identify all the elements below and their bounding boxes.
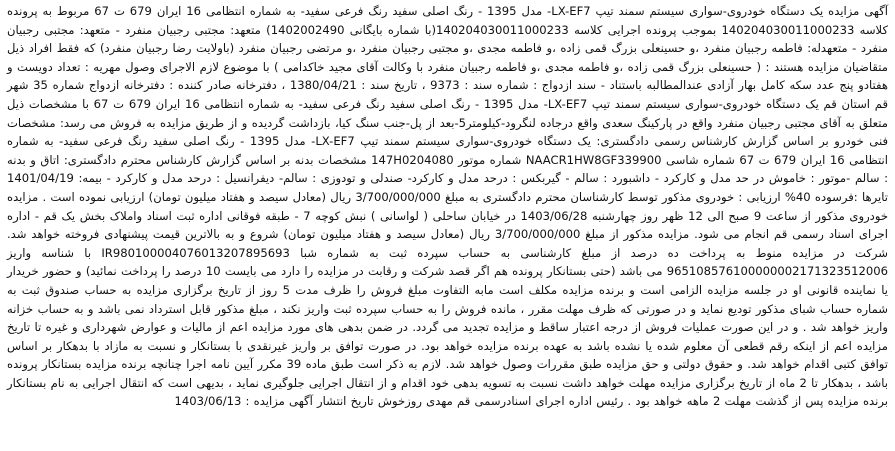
notice-body-text: آگهی مزایده یک دستگاه خودروی-سواری سیستم سمند تیپ LX-EF7- مدل 1395 - رنگ اصلی سفید رنگ فرعی سفید- به شماره انتظامی 16 ایران 679 ت 67 مربوط به پرونده کلاسه 140204030011000233 بموجب پرونده اجرایی کلاسه 140204030011000233(با شماره بایگانی 1402002490) متعهد: مجتبی رجبیان منفرد - متعهد: مجتبی رجبیان منفرد - متعهدله: فاطمه رجبیان منفرد ،و حسینعلی بزرگ قمی زاده ،و فاطمه مجدی ،و مجتبی رجبیان منفرد ،و مرتضی رجبیان منفرد (باولایت رضا رجبیان منفرد) که فقط افراد ذیل متقاضیان مزایده هستند : ( حسینعلی بزرگ قمی زاده ،و فاطمه مجدی ،و فاطمه رجبیان منفرد با وکالت آقای مجید خاکدامی ) با موضوع لازم الاجرای وصول مهریه : تعداد دویست و هفتادو پنج عدد سکه کامل بهار آزادی عندالمطالبه باستناد - سند ازدواج : شماره سند : 9373 ، تاریخ سند : 1380/04/21 ، دفترخانه صادر کننده : دفترخانه ازدواج شماره 35 شهر قم استان قم یک دستگاه خودروی-سواری سیستم سمند تیپ LX-EF7- مدل 1395 - رنگ اصلی سفید رنگ فرعی سفید- به شماره انتظامی 16 ایران 679 ت 67 با مشخصات ذیل متعلق به آقای مجتبی رجبیان منفرد واقع در پارکینگ سعدی واقع درجاده لنگرود-کیلومتر5-بعد از پل-جنب سنگ کیا، بازداشت گردیده و از طریق مزایده به فروش می رسد: مشخصات فنی خودرو بر اساس گزارش کارشناس رسمی دادگستری: یک دستگاه خودروی-سواری سیستم سمند تیپ LX-EF7- مدل 1395 - رنگ اصلی سفید رنگ فرعی سفید- به شماره انتظامی 16 ایران 679 ت 67 شماره شاسی NAACR1HW8GF339900 شماره موتور 147H0204080 مشخصات بدنه بر اساس گزارش کارشناس محترم دادگستری: اتاق و بدنه : سالم -موتور : خاموش در حد مدل و کارکرد - داشبورد : سالم - گیربکس : درحد مدل و کارکرد- صندلی و تودوزی : سالم- دیفرانسیل : درحد مدل و کارکرد - بیمه: 1401/04/19 تایرها :فرسوده 40% ارزیابی : خودروی مذکور توسط کارشناسان محترم دادگستری به مبلغ 3/700/000/000 ریال (معادل سیصد و هفتاد میلیون تومان) ارزیابی نموده است . مزایده خودروی مذکور از ساعت 9 صبح الی 12 ظهر روز چهارشنبه 1403/06/28 در خیابان ساحلی ( لواسانی ) نبش کوچه 7 - طبقه فوقانی اداره ثبت اسناد واملاک بخش یک قم - اداره اجرای اسناد رسمی قم انجام می شود. مزایده مذکور از مبلغ 3/700/000/000 ریال (معادل سیصد و هفتاد میلیون تومان) شروع و به بالاترین قیمت پیشنهادی فروخته خواهد شد. شرکت در مزایده منوط به پرداخت ده درصد از مبلغ کارشناسی به حساب سپرده ثبت به شماره شبا IR980100004076013207895693 با شناسه واریز 965108576100000002171323512006 می باشد (حتی بستانکار پرونده هم اگر قصد شرکت و رقابت در مزایده را دارد می بایست 10 درصد را پرداخت نمائید) و حضور خریدار یا نماینده قانونی او در جلسه مزایده الزامی است و برنده مزایده مکلف است مابه التفاوت مبلغ فروش را ظرف مدت 5 روز از تاریخ برگزاری مزایده به حساب صندوق ثبت به شماره حساب شبای مذکور تودیع نماید و در صورتی که ظرف مهلت مقرر ، مانده فروش را به حساب سپرده ثبت واریز نکند ، مبلغ مذکور قابل استرداد نمی باشد و به حساب خزانه واریز خواهد شد . و در این صورت عملیات فروش از درجه اعتبار ساقط و مزایده تجدید می گردد. در ضمن بدهی های مورد مزایده اعم از مالیات و عوارض شهرداری و غیره تا تاریخ مزایده اعم از اینکه رقم قطعی آن معلوم شده یا نشده باشد به عهده برنده مزایده خواهد بود. در صورت توافق بر واریز غیرنقدی با بستانکار و نسبت به مازاد با بدهکار بر اساس توافق کتبی اقدام خواهد شد. و حقوق دولتی و حق مزایده طبق مقررات وصول خواهد شد. لازم به ذکر است طبق ماده 39 مکرر آیین نامه اجرا چنانچه برنده مزایده بستانکار پرونده باشد ، بدهکار تا 2 ماه از تاریخ برگزاری مزایده مهلت خواهد داشت نسبت به تسویه بدهی خود اقدام و از انتقال اجرایی جلوگیری نماید ، بدیهی است که انتقال اجرایی به نام بستانکار برنده مزایده پس از گذشت مهلت 2 ماهه خواهد بود . رئیس اداره اجرای اسنادرسمی قم مهدی روزخوش تاریخ انتشار آگهی مزایده : 1403/06/13 <box>7 4 889 409</box>
